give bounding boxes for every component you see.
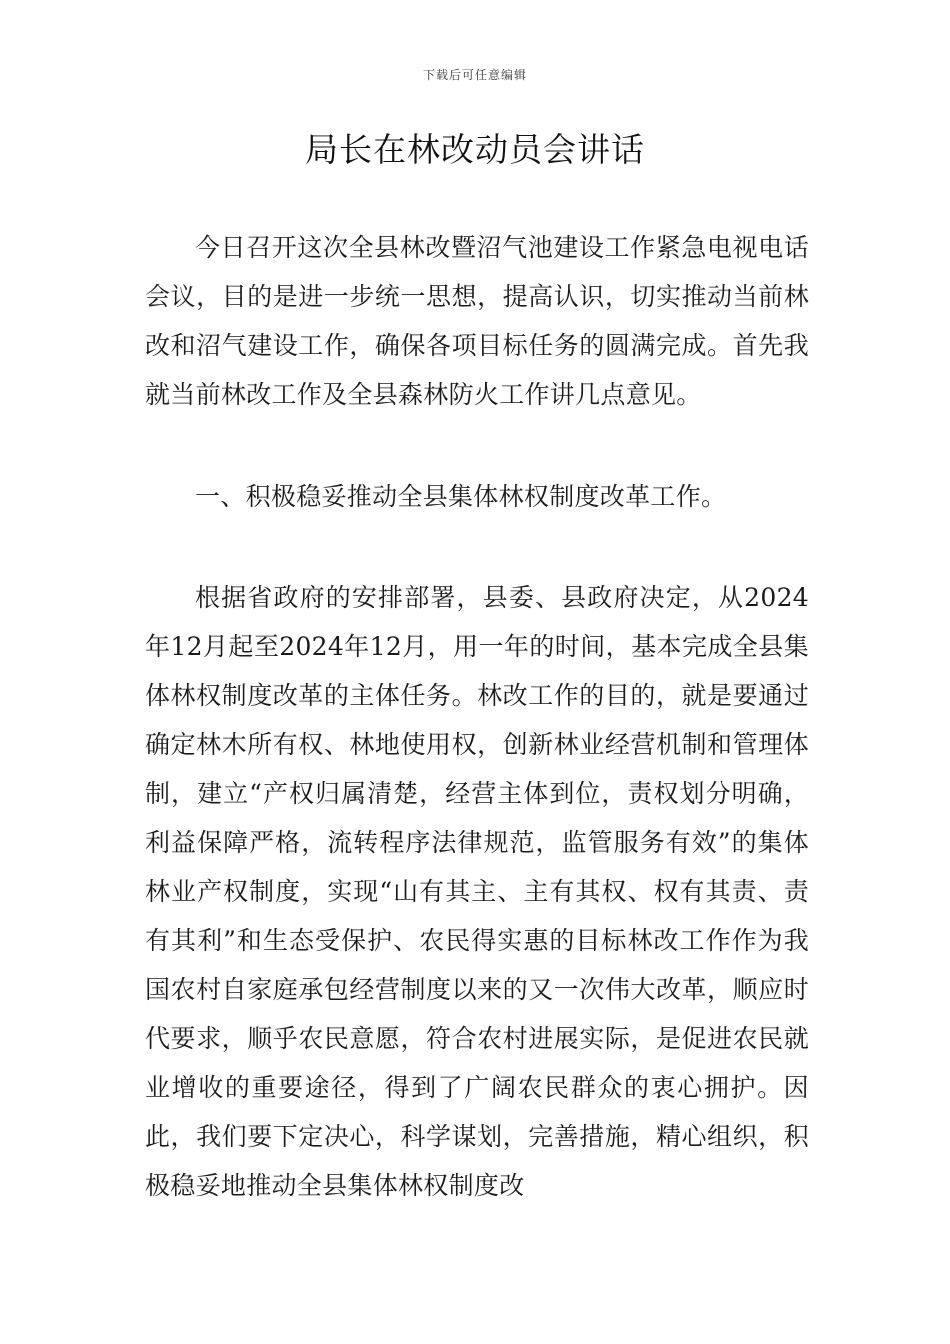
paragraph-section-1-body: 根据省政府的安排部署，县委、县政府决定，从2024年12月起至2024年12月，用一年的时间，基本完成全县集体林权制度改革的主体任务。林改工作的目的，就是要通过确定林木所有权、林地使用权，创新林业经营机制和管理体制，建立“产权归属清楚，经营主体到位，责权划分明确，利益保障严格，流转程序法律规范，监管服务有效”的集体林业产权制度，实现“山有其主、主有其权、权有其责、责有其利”和生态受保护、农民得实惠的目标林改工作作为我国农村自家庭承包经营制度以来的又一次伟大改革，顺应时代要求，顺乎农民意愿，符合农村进展实际，是促进农民就业增收的重要途径，得到了广阔农民群众的衷心拥护。因此，我们要下定决心，科学谋划，完善措施，精心组织，积极稳妥地推动全县集体林权制度改 (145, 583, 809, 1200)
page-header-note: 下载后可任意编辑 (422, 68, 527, 82)
paragraph-intro: 今日召开这次全县林改暨沼气池建设工作紧急电视电话会议，目的是进一步统一思想，提高认识，切实推动当前林改和沼气建设工作，确保各项目标任务的圆满完成。首先我就当前林改工作及全县森林防火工作讲几点意见。 (145, 233, 809, 409)
document-title: 局长在林改动员会讲话 (305, 130, 645, 169)
section-heading-1: 一、积极稳妥推动全县集体林权制度改革工作。 (195, 482, 727, 511)
